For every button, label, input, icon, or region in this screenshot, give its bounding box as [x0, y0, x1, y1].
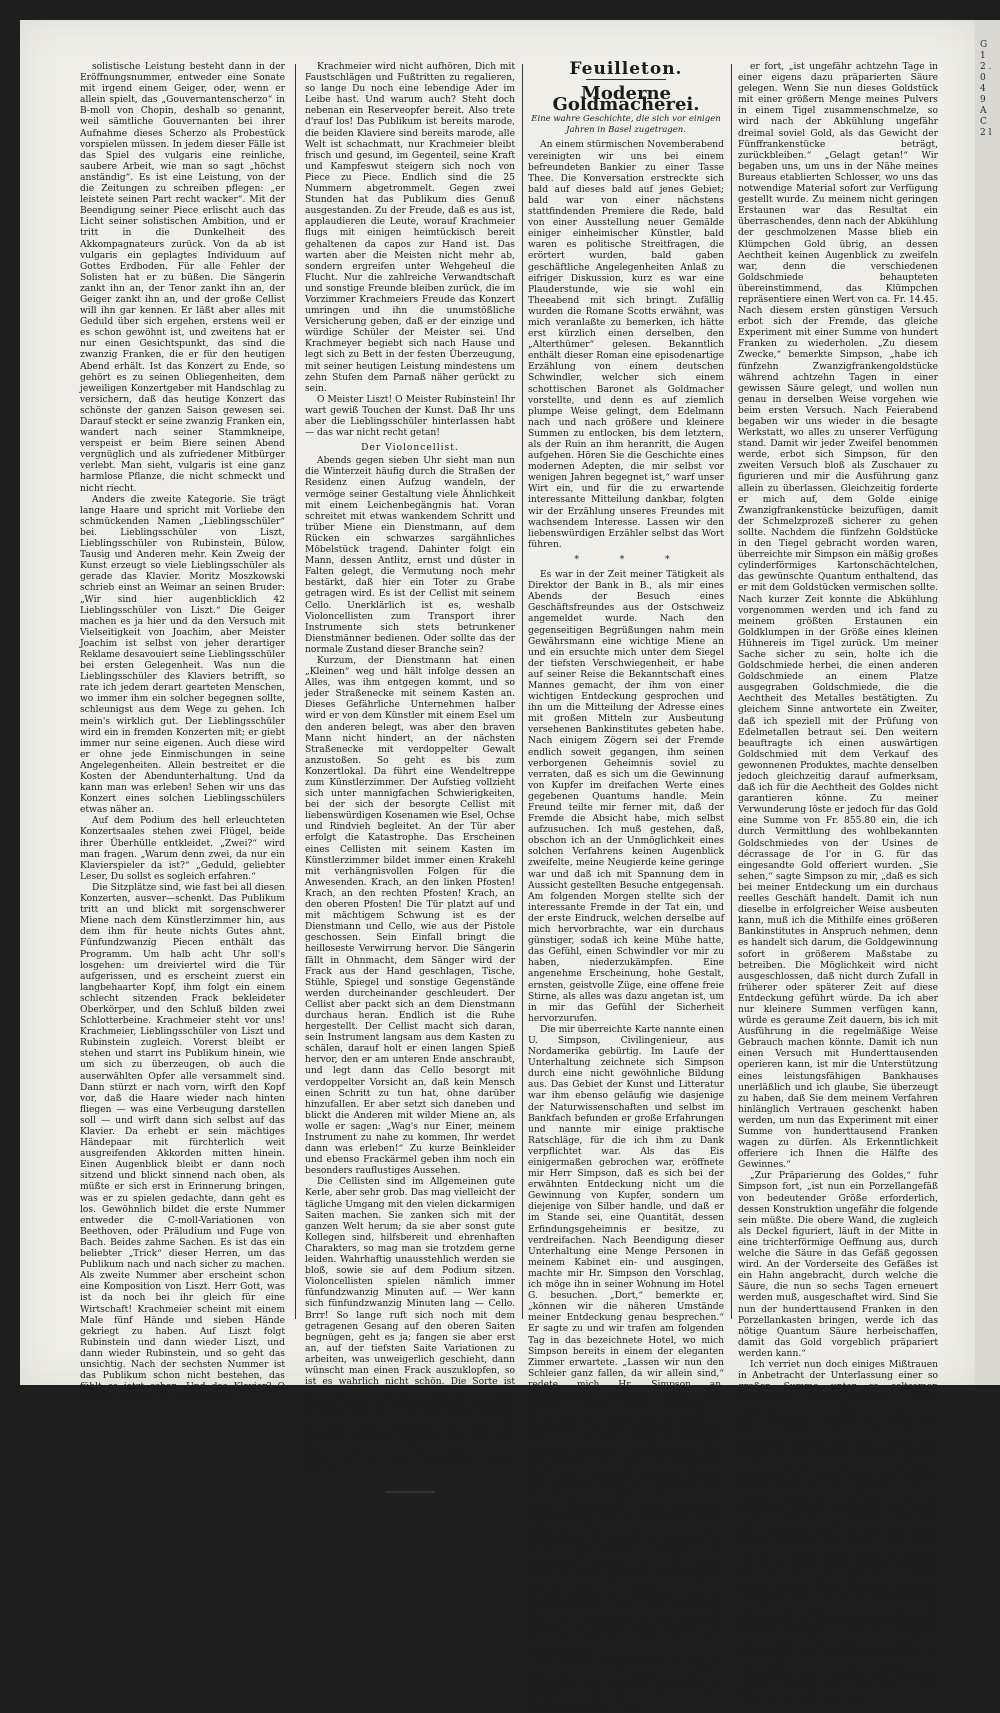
paragraph: Mit diesen Worten öffnete er ein mit gelblichgrüner Flüssigkeit gefülltes Fläschchen und entnahm demselben ein Goldstück von fünf Franken. „Dieses Fünffrankenstück,“ fuhr — [528, 1657, 724, 1712]
feuilleton-heading: Feuilleton. — [569, 59, 683, 79]
column-1 — [80, 62, 285, 1404]
paragraph: Abends gegen sieben Uhr sieht man nun die Winterzeit häufig durch die Straßen der Residenz einen Aufzug wandeln, der vermöge seiner Gestaltung viele Ähnlichkeit mit einem Leichenbegängnis hat. Voran schreitet mit etwas wankendem Schritt und trüber Miene ein Dienstmann, auf dem Rücken ein schwarzes sargähnliches Möbelstück tragend. Dahinter folgt ein Mann, dessen Antlitz, ernst und düster in Falten gelegt, die Vermutung noch mehr bestärkt, daß hier ein Toter zu Grabe getragen wird. Es ist der Cellist mit seinem Cello. Unerklärlich ist es, weshalb Violoncellisten zum Transport ihrer Instrumente sich stets betrunkener Dienstmänner bedienen. Oder sollte das der normale Zustand dieser Branche sein? — [305, 456, 515, 655]
section-heading: Der Violoncellist. — [361, 443, 459, 454]
adjacent-page-edge — [975, 20, 1000, 1385]
paragraph: „Zur Präparierung des Goldes,“ fuhr Simpson fort, „ist nun ein Porzellangefäß von bedeutender Größe erforderlich, dessen Konstruktion ungefähr die folgende sein müßte. Die obere Wand, die zugleich als Deckel figuriert, läuft in der Mitte in eine trichterförmige Oeffnung aus, durch welche die Säure in das Gefäß gegossen wird. An der Vorderseite des Gefäßes ist ein Hahn angebracht, durch welche die Säure, die nun so sechs Tagen erneuert werden muß, ausgeschaftet wird. Sind Sie nun der hunderttausend Franken in den Porzellankasten bringen, werde ich das nötige Quantum Säure herbeischaffen, damit das Gold vorgeblich präpariert werden kann.“ — [738, 1171, 938, 1359]
heading-rule — [586, 79, 666, 80]
paragraph: Kurzum, der Dienstmann hat einen „Kleinen“ weg und hält infolge dessen an Alles, was ihm entgegen kommt, und so jeder Straßenecke mit seinem Kasten an. Dieses Gefährliche Unternehmen halber wird er von dem Künstler mit einem Esel um den anderen belegt, was aber den braven Mann nicht hindert, an der nächsten Straßenecke mit verdoppelter Gewalt anzustoßen. So geht es bis zum Konzertlokal. Da führt eine Wendeltreppe zum Künstlerzimmer. Der Aufstieg vollzieht sich unter mannigfachen Schwierigkeiten, bei der sich der besorgte Cellist mit liebenswürdigen Kosenamen wie Esel, Ochse und Rindvieh begleitet. An der Tür aber erfolgt die Katastrophe. Das Erscheinen eines Cellisten mit seinem Kasten im Künstlerzimmer bildet immer einen Krakehl mit verhängnisvollen Folgen für die Anwesenden. Krach, an den linken Pfosten! Krach, an den rechten Pfosten! Krach, an den oberen Pfosten! Die Tür platzt auf und mit mächtigem Schwung ist es der Dienstmann und Cello, wie aus der Pistole geschossen. Sein Einfall bringt die heilloseste Verwirrung hervor. Die Sängerin fällt in Ohnmacht, dem Sänger wird der Frack aus der Hand geschlagen, Tische, Stühle, Spiegel und sonstige Gegenstände werden durcheinander geschleudert. Der Cellist aber packt sich an dem Dienstmann durchaus heran. Endlich ist die Ruhe hergestellt. Der Cellist macht sich daran, sein Instrument langsam aus dem Kasten zu schälen, darauf holt er einen langen Spieß hervor, den er am unteren Ende anschraubt, und legt dann das Cello besorgt mit verdoppelter Vorsicht an, daß kein Mensch einen Schritt zu tun hat, ohne darüber hinzufallen. Er aber setzt sich daneben und blickt die Anderen mit wilder Miene an, als wolle er sagen: „Wag's nur Einer, meinem Instrument zu nahe zu kommen, Ihr werdet dann was erleben!“ Zu kurze Beinkleider und ebenso Frackärmel geben ihm noch ein besonders rauflustiges Aussehen. — [305, 655, 515, 1177]
column-rule — [522, 64, 523, 1319]
paragraph: er fort, „ist ungefähr achtzehn Tage in einer eigens dazu präparierten Säure gelegen. Wenn Sie nun dieses Goldstück mit einer größern Menge meines Pulvers in einem Tigel zusammenschmelze, so wird nach der Abkühlung ungefähr dreimal soviel Gold, als das Gewicht der Fünffrankenstücke beträgt, zurückbleiben.“ „Gelagt getan!“ Wir begaben uns, um uns in der Nähe meines Bureaus etablierten Schlosser, wo uns das notwendige Material sofort zur Verfügung gestellt wurde. Zu meinem nicht geringen Erstaunen war das Resultat ein überraschendes, denn nach der Abkühlung der geschmolzenen Masse blieb ein Klümpchen Gold übrig, an dessen Aechtheit keinen Augenblick zu zweifeln war, denn die verschiedenen Goldschmiede behaupteten übereinstimmend, das Klümpchen repräsentiere einen Wert von ca. Fr. 14.45. Nach diesem ersten günstigen Versuch erbot sich der Fremde, das gleiche Experiment mit einer Summe von hundert Franken zu wiederholen. „Zu diesem Zwecke,“ bemerkte Simpson, „habe ich fünfzehn Zwanzigfrankengoldstücke während achtzehn Tagen in einer gewissen Säure gelegt, und wollen nun genau in derselben Weise vorgehen wie beim ersten Versuch. Nach Feierabend begaben wir uns wieder in die besagte Werkstatt, wo alles zu unserer Verfügung stand. Damit wir jeder Zweifel benommen werde, erbot sich Simpson, für den zweiten Versuch bloß als Zuschauer zu figurieren und mir die Ausführung ganz allein zu überlassen. Gleichzeitig forderte er mich auf, dem Golde einige Zwanzigfrankenstücke beizufügen, damit der Schmelzprozeß sicherer zu gehen sollte. Nachdem die fünfzehn Goldstücke in den Tiegel gebracht worden waren, überreichte mir Simpson ein mäßig großes cylinderförmiges Kartonschächtelchen, das gewünschte Quantum enthaltend, das er mit dem Goldstücken vermischen sollte. Nach kurzer Zeit konnte die Abkühlung vorgenommen werden und ich fand zu meinem größten Erstaunen ein Goldklumpen in der Größe eines kleinen Hühnereis im Tigel zurück. Um meiner Sache sicher zu sein, holte ich die Goldschmiede herbei, die einen anderen Goldschmiede an einem Platze ausgegraben Goldschmiede, die die Aechtheit des Metalles bestätigten. Zu gleichem Sinne antwortete ein Zweiter, daß ich speziell mit der Prüfung von Edelmetallen betraut sei. Den weitern beauftragte ich einen auswärtigen Goldschmied mit dem Verkauf des gewonnenen Produktes, machte denselben jedoch gleichzeitig darauf aufmerksam, daß ich für die Aechtheit des Goldes nicht garantieren könne. Zu meiner Verwunderung löste er jedoch für das Gold eine Summe von Fr. 855.80 ein, die ich durch Vermittlung des wohlbekannten Goldschmiedes von der Usines de décrassage de l'or in G. für das eingesandte Gold offeriert wurden. „Sie sehen,“ sagte Simpson zu mir, „daß es sich bei meiner Entdeckung um ein durchaus reelles Geschäft handelt. Damit ich nun dieselbe in erfolgreicher Weise ausbeuten kann, muß ich die Mithilfe eines größeren Bankinstitutes in Anspruch nehmen, denn es handelt sich darum, die Goldgewinnung sofort in größerem Maßstabe zu betreiben. Die Möglichkeit wird nicht ausgeschlossen, daß nicht durch Zufall in früherer oder späterer Zeit auf diese Entdeckung geführt würde. Da ich aber nur kleinere Summen verfügen kann, würde es geraume Zeit dauern, bis ich mit Ausführung in die regelmäßige Weise Gebrauch machen könnte. Damit ich nun einen Versuch mit Hunderttausenden operieren kann, ist mir die Unterstützung eines leistungsfähigen Bankhauses unerläßlich und ich glaube, Sie überzeugt zu haben, daß Sie dem meinem Verfahren hinlänglich Vertrauen geschenkt haben werden, um nun das Experiment mit einer Summe von hunderttausend Franken wagen zu dürfen. Als Erkenntlichkeit offeriere ich Ihnen die Hälfte des Gewinnes.“ — [738, 62, 938, 1171]
paragraph: O Meister Liszt! O Meister Rubinstein! Ihr wart gewiß Touchen der Kunst. Daß Ihr uns aber die Lieblingsschüler hinterlassen habt — das war nicht recht getan! — [305, 394, 515, 439]
end-rule — [385, 1491, 435, 1493]
paragraph: solistische Leistung besteht dann in der Eröffnungsnummer, entweder eine Sonate mit irgend einem Geiger, oder, wenn er allein spielt, das „Gouvernantenscherzo“ in B-moll von Chopin, deshalb so genannt, weil sämtliche Gouvernanten bei ihrer Aufnahme dieses Scherzo als Probestück vorspielen müssen. In jedem dieser Fälle ist das Spiel des vulgaris eine reinliche, saubere Arbeit, wie man so sagt „höchst anständig“. Es ist eine Leistung, von der die Zeitungen zu schreiben pflegen: „er leistete seinen Part recht wacker“. Mit der Beendigung seiner Piece erlischt auch das Licht seiner solistischen Ambition, und er tritt in die Dunkelheit des Akkompagnateurs zurück. Von da ab ist vulgaris ein geplagtes Individuum auf Gottes Erdboden. Für alle Fehler der Solisten hat er zu büßen. Die Sängerin zankt ihn an, der Tenor zankt ihn an, der Geiger zankt ihn an, und der große Cellist will ihn gar kennen. Er läßt aber alles mit Geduld über sich ergehen, erstens weil er es schon gewöhnt ist, und zweitens hat er nur einen Gesichtspunkt, das sind die zwanzig Franken, die er für den heutigen Abend erhält. Ist das Konzert zu Ende, so gehört es zu seinen Obliegenheiten, dem jeweiligen Konzertgeber mit Handschlag zu versichern, daß das heutige Konzert das schönste der ganzen Saison gewesen sei. Darauf steckt er seine zwanzig Franken ein, wandert nach seiner Stammkneipe, verspeist er beim Biere seinen Abend vergnüglich und als zufriedener Mitbürger verlebt. Man sieht, vulgaris ist eine ganz harmlose Pflanze, die nicht schmeckt und nicht riecht. — [80, 62, 285, 494]
paragraph: Krachmeier wird nicht aufhören, Dich mit Faustschlägen und Fußtritten zu regalieren, so lange Du noch eine lebendige Ader im Leibe hast. Und warum auch? Steht doch nebenan ein Reserveopfer bereit. Also trete d'rauf los! Das Publikum ist bereits marode, die beiden Klaviere sind bereits marode, alle Welt ist schachmatt, nur Krachmeier bleibt frisch und gesund, im Gegenteil, seine Kraft und Kampfeswut steigern sich noch von Piece zu Piece. Endlich sind die 25 Nummern abgetrommelt. Gegen zwei Stunden hat das Publikum dies Genuß ausgestanden. Zu der Freude, daß es aus ist, applaudieren die Leute, worauf Krachmeier flugs mit einigen heimtückisch bereit gehaltenen da capos zur Hand ist. Das warten aber die Meisten nicht mehr ab, sondern ergreifen unter Wehgeheul die Flucht. Nur die zahlreiche Verwandtschaft und sonstige Freunde bleiben zurück, die im Vorzimmer Krachmeiers Freude das Konzert umringen und ihn die unumstößliche Versicherung geben, daß er der einzige und würdige Schüler der Meister sei. Und Krachmeyer begiebt sich nach Hause und legt sich zu Bett in der festen Überzeugung, mit seiner heutigen Leistung mindestens um zehn Stufen dem Parnaß näher gerückt zu sein. — [305, 62, 515, 394]
column-2 — [305, 62, 515, 1476]
column-rule — [731, 64, 732, 1319]
column-4 — [738, 62, 938, 1703]
section-separator: * * * — [574, 554, 678, 565]
story-title: Moderne Goldmacherei. — [552, 83, 700, 116]
column-rule — [295, 64, 296, 1319]
paragraph: Die mir überreichte Karte nannte einen U. Simpson, Civilingenieur, aus Nordamerika gebürtig. Im Laufe der Unterhaltung zeichnete sich Simpson durch eine nicht gewöhnliche Bildung aus. Das Gebiet der Kunst und Litteratur war ihm ebenso geläufig wie dasjenige der Naturwissenschaften und selbst im Bankfach befunden er große Erfahrungen und nannte mir einige praktische Ratschläge, für die ich ihm zu Dank verpflichtet war. Als das Eis einigermaßen gebrochen war, eröffnete mir Herr Simpson, daß es sich bei der erwähnten Entdeckung nicht um die Gewinnung von Kupfer, sondern um diejenige von Silber handle, und daß er im Stande sei, eine Quantität, dessen Erfindungsgeheimnis er besitze, zu verdreifachen. Nach Beendigung dieser Unterhaltung eine Menge Personen in meinem Kabinet ein- und ausgingen, machte mir Hr. Simpson den Vorschlag, ich möge ihn in seiner Wohnung im Hotel G. besuchen. „Dort,“ bemerkte er, „können wir die näheren Umstände meiner Entdeckung genau besprechen.“ Er sagte zu und wir trafen am folgenden Tag in das bezeichnete Hotel, wo mich Simpson bereits in einem der eleganten Zimmer erwartete. „Lassen wir nun den Schleier ganz fallen, da wir allein sind,“ redete mich Hr. Simpson an. „Verschiedene Bedenken haben mich bewogen, Ihnen meine Erfindung in ihrem ganzen Umfang erst an einem Ort mitzuteilen, wo wir durchaus ungestört sind. Ich habe durch Zufall ein Verfahren entdeckt, das mich in die Lage setzt, Gold herzustellen und zwar im dreifachen Werte einer Quantität desselben Metalls. Von meinem Vater, der Chemiker war, erwarb ich mannigfache Kenntnisse in dieser Wissenschaft, unter zahlreichen Experimenten, die ich ausführte, führte eines derselben zu einer merkwürdigen Entdeckung. Es gelang mir nämlich, ein Pulver darzustellen, welches die Eigenschaft besitzt, sich mit echtem Golde in einem Quantum reinen Goldes, das man dem vorher präparierten Pulver in der Weise zu vereinigen, daß es zurückbleibende Gold den dreifachen Wert des beigefügten Goldes ausmacht. Machen wir selbst einen Versuch, der Ihnen die Wahrheit meiner Behauptung beweisen soll.“ — [528, 1024, 724, 1657]
adjacent-page-text: G 1 2 . 0 4 9 A C 2 l — [980, 40, 992, 138]
paragraph: Anders die zweite Kategorie. Sie trägt lange Haare und spricht mit Vorliebe den schmückenden Namen „Lieblingsschüler“ bei. Lieblingsschüler von Liszt, Lieblingsschüler von Rubinstein, Bülow, Tausig und Anderen mehr. Kein Zweig der Kunst erzeugt so viele Lieblingsschüler als gerade das Klavier. Moritz Moszkowski schrieb einst an Weimar an seinen Bruder: „Wir sind hier augenblicklich 42 Lieblingsschüler von Liszt.“ Die Geiger machen es ja hier und da den Versuch mit Vielseitigkeit von Joachim, aber Meister Joachim ist selbst von jeher derartiger Reklame desavouiert seine Lieblingsschüler bei ersten Gelegenheit. Was nun die Lieblingsschüler des Klaviers betrifft, so rate ich jedem derart gearteten Menschen, wo immer ihm ein solcher begegnen sollte, schleunigst aus dem Wege zu gehen. Ich mein's wirklich gut. Der Lieblingsschüler wird ein in fremden Konzerten mit; er giebt immer nur seine eigenen. Auch diese wird er ohne jede Einmischungen in seine Angelegenheiten. Allein bestreitet er die Kosten der Abendunterhaltung. Und da kann man was erleben! Sehen wir uns das Konzert eines solchen Lieblingsschülers etwas näher an. — [80, 494, 285, 816]
column-3 — [528, 59, 724, 1712]
paragraph: An einem stürmischen Novemberabend vereinigten wir uns bei einem befreundeten Bankier zu einer Tasse Thee. Die Konversation erstreckte sich bald auf dieses bald auf jenes Gebiet; bald war von einer nächstens stattfindenden Premiere die Rede, bald von einer Ausstellung neuer Gemälde einiger einheimischer Künstler, bald waren es politische Streitfragen, die erörtert wurden, bald gaben geschäftliche Angelegenheiten Anlaß zu eifriger Diskussion, kurz es war eine Plauderstunde, wie sie wohl ein Theeabend mit sich bringt. Zufällig wurden die Romane Scotts erwähnt, was mich veranlaßte zu bemerken, ich hätte erst kürzlich einen derselben, den „Alterthümer“ gelesen. Bekanntlich enthält dieser Roman eine episodenartige Erzählung von einem deutschen Schwindler, welcher sich einem schottischen Baronet als Goldmacher vorstellte, und denn es auf ziemlich plumpe Weise gelingt, dem Edelmann nach und nach größere und kleinere Summen zu entlocken, bis dem letztern, als der Ruin an ihm heranritt, die Augen aufgehen. Hören Sie die Geschichte eines modernen Adepten, die mir selbst vor wenigen Jahren begegnet ist,“ warf unser Wirt ein, und für die zu erwartende interessante Mitteilung dankbar, folgten wir der Erzählung unseres Freundes mit wachsendem Interesse. Lassen wir den liebenswürdigen Erzähler selbst das Wort führen. — [528, 140, 724, 550]
paragraph: Die Sitzplätze sind, wie fast bei all diesen Konzerten, ausver—schenkt. Das Publikum tritt an und blickt mit sorgenschwerer Miene nach dem Künstlerzimmer hin, aus dem ihm für heute nichts Gutes ahnt. Fünfundzwanzig Piecen enthält das Programm. Um halb acht Uhr soll's losgehen: um dreiviertel wird die Tür aufgerissen, und es erscheint zuerst ein langbehaarter Kopf, ihm folgt ein einem schlecht sitzenden Frack bekleideter Oberkörper, und den Schluß bilden zwei Schlotterbeine. Krachmeier steht vor uns! Krachmeier, Lieblingsschüler von Liszt und Rubinstein zugleich. Vorerst bleibt er stehen und starrt ins Publikum hinein, wie um sich zu überzeugen, ob auch die auserwählten Opfer alle versammelt sind. Dann stürzt er nach vorn, wirft den Kopf vor, daß die Haare wieder nach hinten fliegen — was eine Verbeugung darstellen soll — und wirft dann sich selbst auf das Klavier. Da erhebt er sein mächtiges Händepaar mit fürchterlich weit ausgreifenden Akkorden mitten hinein. Einen Augenblick bleibt er dann noch sitzend und blickt sinnend nach oben, als müßte er sich erst in Erinnerung bringen, was er zu spielen gedachte, dann geht es los. Gewöhnlich bildet die erste Nummer entweder die C-moll-Variationen von Beethoven, oder Präludium und Fuge von Bach. Beides zahme Sachen. Es ist das ein beliebter „Trick“ dieser Herren, um das Publikum nach und nach sicher zu machen. Als zweite Nummer aber erscheint schon eine Komposition von Liszt. Herr Gott, was ist da noch bei ihr gleich für eine Wirtschaft! Krachmeier scheint mit einem Male fünf Hände und sieben Hände gekriegt zu haben. Auf Liszt folgt Rubinstein und dann wieder Liszt, und dann wieder Rubinstein, und so geht das unsichtig. Nach der sechsten Nummer ist das Publikum schon nicht bestehen, das fühlt es jetzt schon. Und das Klavier? O Klavier, Klavier, Du mußt sterben! — [80, 882, 285, 1404]
paragraph: Es war in der Zeit meiner Tätigkeit als Direktor der Bank in B., als mir eines Abends der Besuch eines Geschäftsfreundes aus der Ostschweiz angemeldet wurde. Nach den gegenseitigen Begrüßungen nahm mein Gewährsmann eine wichtige Miene an und ein ersuchte mich unter dem Siegel der tiefsten Verschwiegenheit, er habe auf seiner Reise die Bekanntschaft eines Mannes gemacht, der ihm von einer wichtigen Entdeckung gesprochen und ihn um die Mitteilung der Adresse eines mit großen Mitteln zur Ausbeutung versehenen Bankinstitutes gebeten habe. Nach einigem Zögern sei der Fremde endlich soweit gegangen, ihm seinen verborgenen Geheimnis soviel zu verraten, daß es sich um die Gewinnung von Kupfer im dreifachen Werte eines gegebenen Quantums handle. Mein Freund teilte mir ferner mit, daß der Fremde die Absicht habe, mich selbst aufzusuchen. Ich muß gestehen, daß, obschon ich an der Unmöglichkeit eines solchen Verfahrens keinen Augenblick zweifelte, meine Neugierde keine geringe war und daß ich mit Spannung dem in Aussicht gestellten Besuche entgegensah. Am folgenden Morgen stellte sich der interessante Fremde in der Tat ein, und der erste Eindruck, welchen derselbe auf mich hervorbrachte, war ein durchaus günstiger, sodaß ich keine Mühe hatte, das Gefühl, einen Schwindler vor mir zu haben, niederzukämpfen. Eine angenehme Erscheinung, hohe Gestalt, ernsten, geistvolle Züge, eine offene freie Stirne, als alles was dazu angetan ist, um in mir das Gefühl der Sicherheit hervorzurufen. — [528, 570, 724, 1024]
paragraph: Ich verriet nun doch einiges Mißtrauen in Anbetracht der Unterlassung einer so großen Summe unter so seltsamen Umständen. Allein Simpson suchte dasselbe zu beschwichtigen, indem er mir den Vorschlag machte, jo sollte das Porzellangefäß durch einen Kasten geborgen werden, und unter Schloß und Siegel in das einzige Bureaus gestellt werden, für die Aufbewahrung des Inhalts zu sorgen. Er selbst werde das Zimmer, dessen Wahl er mir überlasse, nur in meiner Gegenwart betreten, um die aufgefüllte Säure abgelassen und durch neue zu ersetzen. So wahrscheinlich dies alle Einwände, daß ich mit ihm einig wurde, obgleich ich selbst nicht ohne Verdacht, einem gefährlichen Schwindler vor mir zu haben, einen der um unerhörte Bekanntschaft hatte. Auf welche Weise konnte mir die Gefahr für mein Eigentum vorhanden sein, da ich ja beständig auf das Zimmer passen, so ist es mir nicht möglich sei, auf ein Ansuchen einzutreten. Zugleich bedingte ich mir die Rückgabe der ersten Säure aus, um mich zu überzeugen, daß das ausgelegte Gold ein Laufendstück bleibt, ohne andererseits Verwirrung und endlich war Simpson spurlos verschwunden und war in der Folge nichts mehr von ihm. — [738, 1359, 938, 1703]
paragraph: Die Cellisten sind im Allgemeinen gute Kerle, aber sehr grob. Das mag vielleicht der tägliche Umgang mit den vielen dickarmigen Saiten machen. Sie zanken sich mit der ganzen Welt herum; da sie aber sonst gute Kollegen sind, hilfsbereit und ehrenhaften Charakters, so mag man sie trotzdem gerne leiden. Wahrhaftig unausstehlich werden sie bloß, sowie sie auf dem Podium sitzen. Violoncellisten spielen nämlich immer fünfundzwanzig Minuten auf. — Wer kann sich fünfundzwanzig Minuten lang — Cello. Brrr! So lange ruft sich noch mit dem getragenen Gesang auf den oberen Saiten begnügen, geht es ja; fangen sie aber erst an, auf der tiefsten Saite Variationen zu arbeiten, was unweigerlich geschieht, dann wünscht man einen Frack auszuklopfen, so ist es wahrlich nicht schön. Die Sorte ist auch recht kurzsichtig. Zu jedem Ende jede Zugabe, aber es ist sich wird mit Trampeln zu Ende, und hat er erst mit seinem Vortrag zu Ende, dann bemerken die Leute mit plötzlich Kumpan, arbeiten sich aus dem Kasten. Das sind wirklich nette Kerle. — Wenn sie nur das Cellospielen lassen wollten! — [305, 1177, 515, 1476]
paragraph: Auf dem Podium des hell erleuchteten Konzertsaales stehen zwei Flügel, beide ihrer Überhülle entkleidet. „Zwei?“ wird man fragen. „Warum denn zwei, da nur ein Klavierspieler da ist?“ „Geduld, geliebter Leser, Du sollst es sogleich erfahren.“ — [80, 816, 285, 882]
story-subtitle: Eine wahre Geschichte, die sich vor einigen Jahren in Basel zugetragen. — [531, 114, 721, 136]
